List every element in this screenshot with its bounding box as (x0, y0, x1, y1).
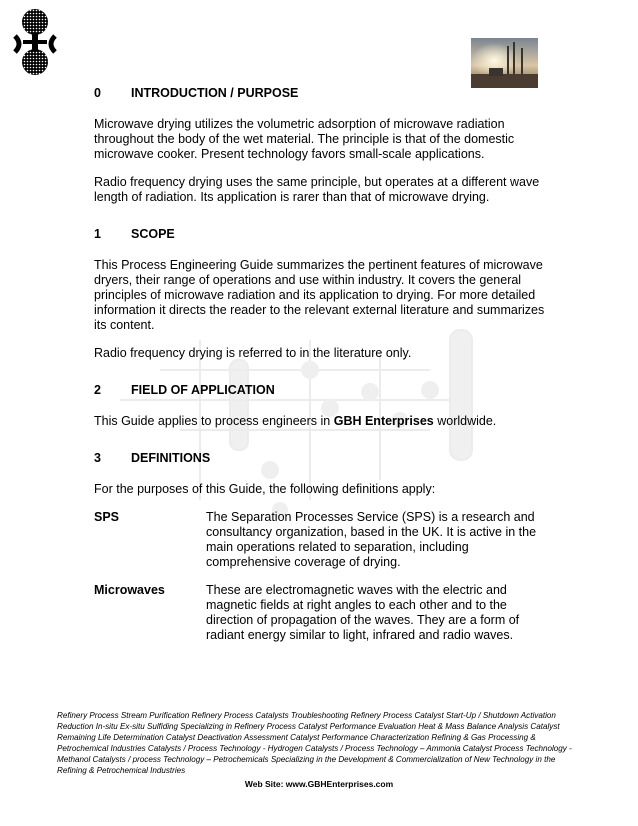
paragraph: This Process Engineering Guide summarizes the pertinent features of microwave dryers, their range of operations and use within industry. It covers the general principles of microwave radiation and its application to drying. For more detailed information it directs the reader to the relevant external literature and summarizes its content. (94, 258, 545, 332)
section-number: 1 (94, 227, 101, 241)
paragraph (94, 414, 554, 429)
paragraph: For the purposes of this Guide, the following definitions apply: (94, 482, 436, 496)
company-name: GBH Enterprises (333, 414, 434, 428)
document-body (94, 86, 554, 643)
definition-term: SPS (94, 510, 120, 524)
section-title: SCOPE (131, 227, 175, 241)
paragraph: Radio frequency drying uses the same principle, but operates at a different wave length of radiation. Its application is rarer than that of microwave drying. (94, 175, 540, 204)
definition-microwaves (94, 583, 554, 643)
gbh-logo-icon (11, 6, 59, 78)
paragraph: Radio frequency drying is referred to in the literature only. (94, 346, 412, 360)
text: This Guide applies to process engineers in (94, 414, 334, 428)
refinery-photo (471, 38, 538, 88)
section-title: FIELD OF APPLICATION (131, 383, 275, 397)
definition-term: Microwaves (94, 583, 165, 597)
section-2-heading (94, 383, 554, 401)
section-3-heading (94, 451, 554, 469)
section-1-heading (94, 227, 554, 245)
text: worldwide. (433, 414, 497, 428)
section-title: INTRODUCTION / PURPOSE (131, 86, 299, 100)
definition-text: These are electromagnetic waves with the electric and magnetic fields at right angles to each other and to the direction of propagation of the waves. They are a form of radiant energy similar to light, infrared and radio waves. (206, 583, 520, 642)
section-number: 0 (94, 86, 101, 100)
definition-text: The Separation Processes Service (SPS) is a research and consultancy organization, based in the UK. It is active in the main operations related to separation, including comprehensive coverage of drying. (206, 510, 537, 569)
footer-services-text: Refinery Process Stream Purification Refinery Process Catalysts Troubleshooting Refinery Process Catalyst Start-Up / Shutdown Activation Reduction In-situ Ex-situ Sulfiding Specializing in Refinery Process Catalyst Performance Evaluation Heat & Mass Balance Analysis Catalyst Remaining Life Determination Catalyst Deactivation Assessment Catalyst Performance Characterization Refining & Gas Processing & Petrochemical Industries Catalysts / Process Technology - Hydrogen Catalysts / Process Technology – Ammonia Catalyst Process Technology - Methanol Catalysts / process Technology – Petrochemicals Specializing in the Development & Commercialization of New Technology in the Refining & Petrochemical Industries (57, 711, 572, 775)
section-0-heading (94, 86, 554, 104)
section-title: DEFINITIONS (131, 451, 211, 465)
definition-sps (94, 510, 554, 570)
section-number: 3 (94, 451, 101, 465)
paragraph: Microwave drying utilizes the volumetric adsorption of microwave radiation throughout the body of the wet material. The principle is that of the domestic microwave cooker. Present technology favors small-scale applications. (94, 117, 515, 161)
section-number: 2 (94, 383, 101, 397)
footer-website: Web Site: www.GBHEnterprises.com (244, 779, 394, 789)
